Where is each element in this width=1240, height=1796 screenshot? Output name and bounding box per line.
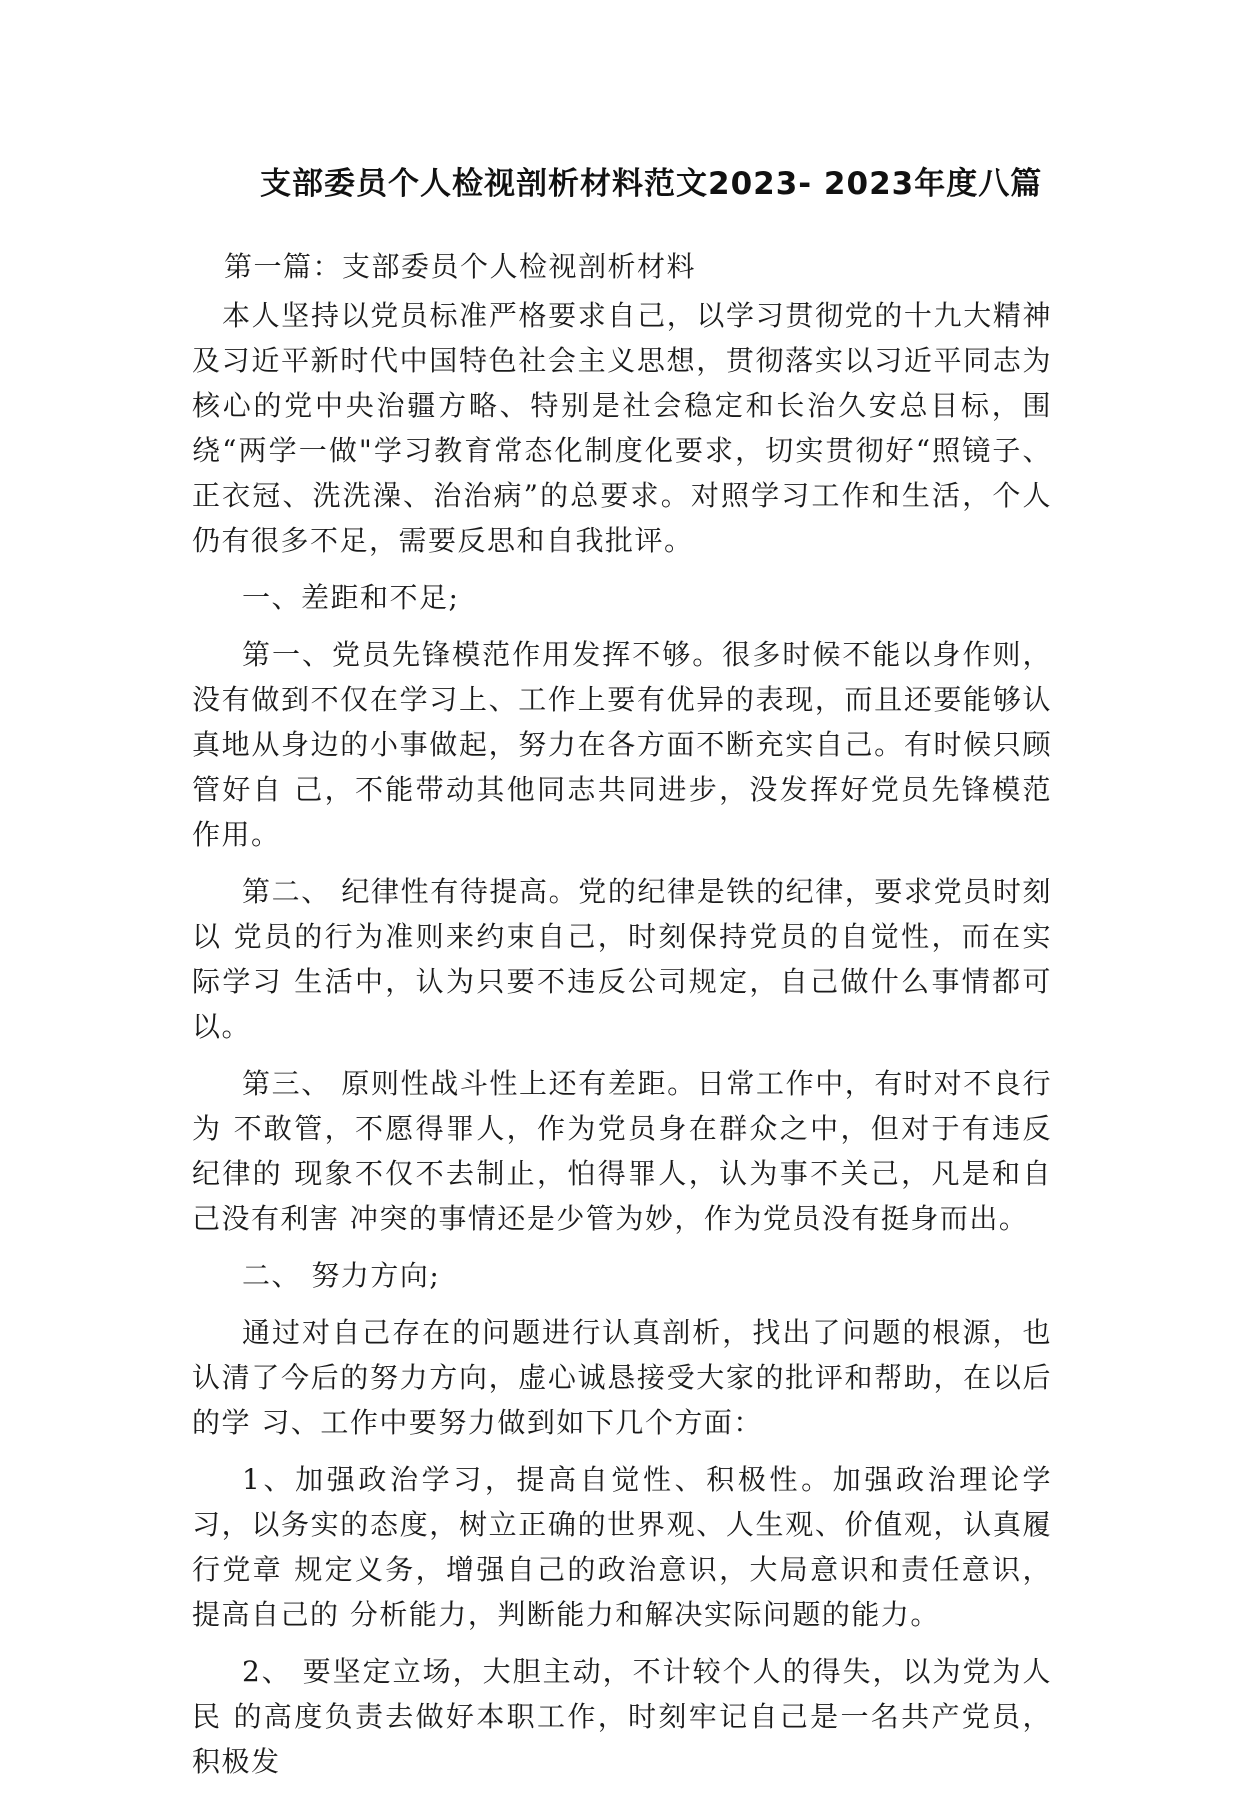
direction-item-2: 2、 要坚定立场，大胆主动，不计较个人的得失，以为党为人民 的高度负责去做好本职工作，时刻牢记自己是一名共产党员，积极发 bbox=[192, 1655, 1052, 1778]
gap-paragraph-2: 第二、 纪律性有待提高。党的纪律是铁的纪律，要求党员时刻以 党员的行为准则来约束自己，时刻保持党员的自觉性，而在实际学习 生活中，认为只要不违反公司规定，自己做什么事情都可以。 bbox=[192, 875, 1052, 1043]
document-body bbox=[192, 244, 1052, 1796]
intro-paragraph: 本人坚持以党员标准严格要求自己，以学习贯彻党的十九大精神及习近平新时代中国特色社会主义思想，贯彻落实以习近平同志为核心的党中央治疆方略、特别是社会稳定和长治久安总目标，围绕“两学一做"学习教育常态化制度化要求，切实贯彻好“照镜子、正衣冠、洗洗澡、治治病”的总要求。对照学习工作和生活，个人仍有很多不足，需要反思和自我批评。 bbox=[192, 299, 1052, 557]
gap-paragraph-1: 第一、党员先锋模范作用发挥不够。很多时候不能以身作则，没有做到不仅在学习上、工作上要有优异的表现，而且还要能够认真地从身边的小事做起，努力在各方面不断充实自己。有时候只顾管好自 己，不能带动其他同志共同进步，没发挥好党员先锋模范作用。 bbox=[192, 638, 1052, 851]
gap-paragraph-3: 第三、 原则性战斗性上还有差距。日常工作中，有时对不良行为 不敢管，不愿得罪人，作为党员身在群众之中，但对于有违反纪律的 现象不仅不去制止，怕得罪人，认为事不关己，凡是和自己没有利害 冲突的事情还是少管为妙，作为党员没有挺身而出。 bbox=[192, 1067, 1052, 1235]
section-heading-direction: 二、 努力方向; bbox=[242, 1259, 441, 1292]
section-heading-gaps: 一、差距和不足; bbox=[242, 581, 460, 614]
document-title: 支部委员个人检视剖析材料范文2023- 2023年度八篇 bbox=[260, 166, 1043, 202]
chapter-heading: 第一篇：支部委员个人检视剖析材料 bbox=[224, 250, 697, 283]
direction-item-1: 1、加强政治学习，提高自觉性、积极性。加强政治理论学习，以务实的态度，树立正确的世界观、人生观、价值观，认真履行党章 规定义务，增强自己的政治意识，大局意识和责任意识，提高自己的 分析能力，判断能力和解决实际问题的能力。 bbox=[192, 1463, 1052, 1631]
direction-paragraph: 通过对自己存在的问题进行认真剖析，找出了问题的根源，也认清了今后的努力方向，虚心诚恳接受大家的批评和帮助，在以后的学 习、工作中要努力做到如下几个方面： bbox=[192, 1316, 1052, 1439]
